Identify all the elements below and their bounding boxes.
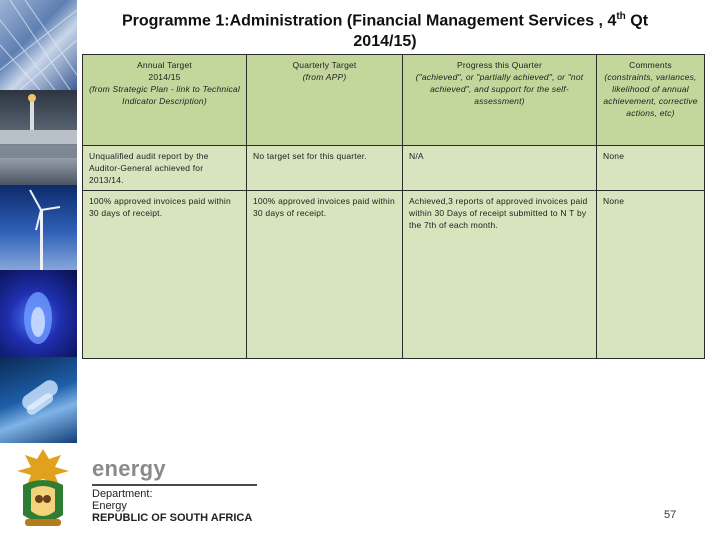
table-row [83,146,705,191]
solar-panel-image [0,0,77,90]
table-cell: Unqualified audit report by the Auditor-General achieved for 2013/14. [83,146,247,191]
page-title: Programme 1:Administration (Financial Management Services , 4th Qt 2014/15) [121,11,649,51]
page-number: 57 [664,509,677,521]
table-cell: None [597,191,705,359]
lightbulb-image [0,357,77,443]
header-quarterly-target: Quarterly Target (from APP) [247,55,403,146]
table-header-row [83,55,705,146]
performance-table [82,54,705,359]
table-row [83,191,705,359]
table-cell: Achieved,3 reports of approved invoices paid within 30 Days of receipt submitted to N T by the 7th of each month. [403,191,597,359]
table-cell: N/A [403,146,597,191]
header-annual-target: Annual Target 2014/15 (from Strategic Plan - link to Technical Indicator Description) [83,55,247,146]
header-comments: Comments (constraints, variances, likelihood of annual achievement, corrective actions, etc) [597,55,705,146]
photo-strip [0,0,77,443]
table-cell: None [597,146,705,191]
brand-divider [92,484,257,486]
table-cell: 100% approved invoices paid within 30 days of receipt. [83,191,247,359]
gas-flame-image [0,270,77,357]
header-progress: Progress this Quarter ("achieved", or "partially achieved", or "not achieved", and support for the self-assessment) [403,55,597,146]
pipeline-image [0,90,77,185]
department-block: Department: Energy REPUBLIC OF SOUTH AFRICA [92,488,253,524]
coat-of-arms-icon [9,445,77,531]
brand-wordmark: energy [92,456,166,481]
table-cell: 100% approved invoices paid within 30 days of receipt. [247,191,403,359]
wind-turbine-image [0,185,77,270]
table-cell: No target set for this quarter. [247,146,403,191]
